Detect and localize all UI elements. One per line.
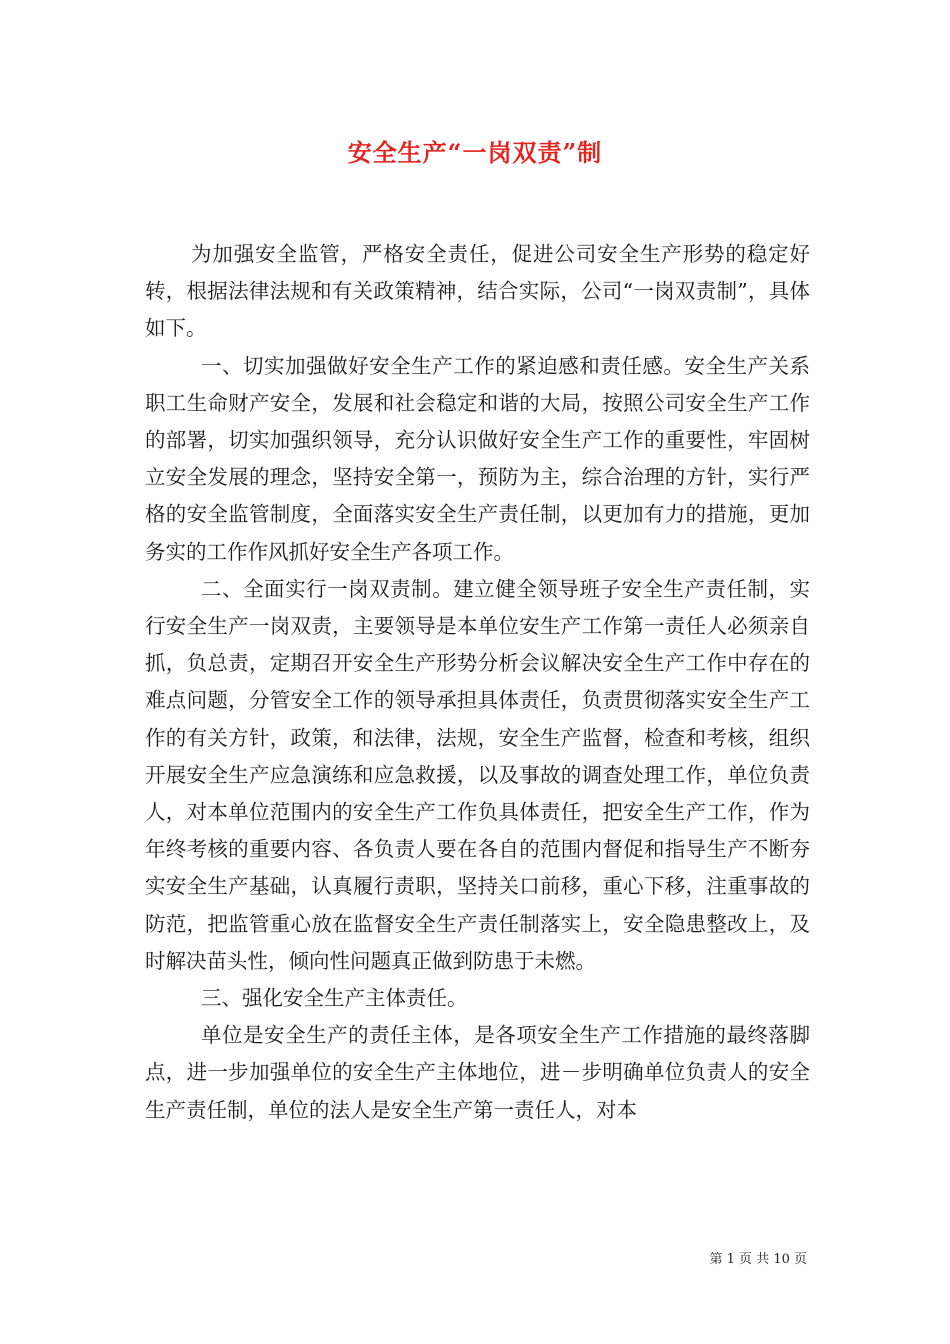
page-number-footer: 第 1 页 共 10 页 (709, 1252, 807, 1267)
paragraph-section-3-heading: 三、强化安全生产主体责任。 (201, 986, 468, 1011)
paragraph-section-3-body: 单位是安全生产的责任主体，是各项安全生产工作措施的最终落脚点，进一步加强单位的安全生产主体地位，进－步明确单位负责人的安全生产责任制，单位的法人是安全生产第一责任人，对本 (145, 1023, 810, 1122)
document-title: 安全生产“一岗双责”制 (347, 138, 603, 167)
paragraph-intro: 为加强安全监管，严格安全责任，促进公司安全生产形势的稳定好转，根据法律法规和有关政策精神，结合实际，公司“一岗双责制”，具体如下。 (145, 242, 810, 341)
paragraph-section-2: 二、全面实行一岗双责制。建立健全领导班子安全生产责任制，实行安全生产一岗双责，主要领导是本单位安生产工作第一责任人必须亲自抓，负总责，定期召开安全生产形势分析会议解决安全生产工作中存在的难点问题，分管安全工作的领导承担具体责任，负责贯彻落实安全生产工作的有关方针，政策，和法律，法规，安全生产监督，检查和考核，组织开展安全生产应急演练和应急救援，以及事故的调查处理工作，单位负责人，对本单位范围内的安全生产工作负具体责任，把安全生产工作，作为年终考核的重要内容、各负责人要在各自的范围内督促和指导生产不断夯实安全生产基础，认真履行责职，坚持关口前移，重心下移，注重事故的防范，把监管重心放在监督安全生产责任制落实上，安全隐患整改上，及时解决苗头性，倾向性问题真正做到防患于未燃。 (145, 576, 810, 973)
paragraph-section-1: 一、切实加强做好安全生产工作的紧迫感和责任感。安全生产关系职工生命财产安全，发展和社会稳定和谐的大局，按照公司安全生产工作的部署，切实加强织领导，充分认识做好安全生产工作的重要性，牢固树立安全发展的理念，坚持安全第一，预防为主，综合治理的方针，实行严格的安全监管制度，全面落实安全生产责任制，以更加有力的措施，更加务实的工作作风抓好安全生产各项工作。 (145, 353, 810, 564)
document-body (145, 236, 810, 1129)
